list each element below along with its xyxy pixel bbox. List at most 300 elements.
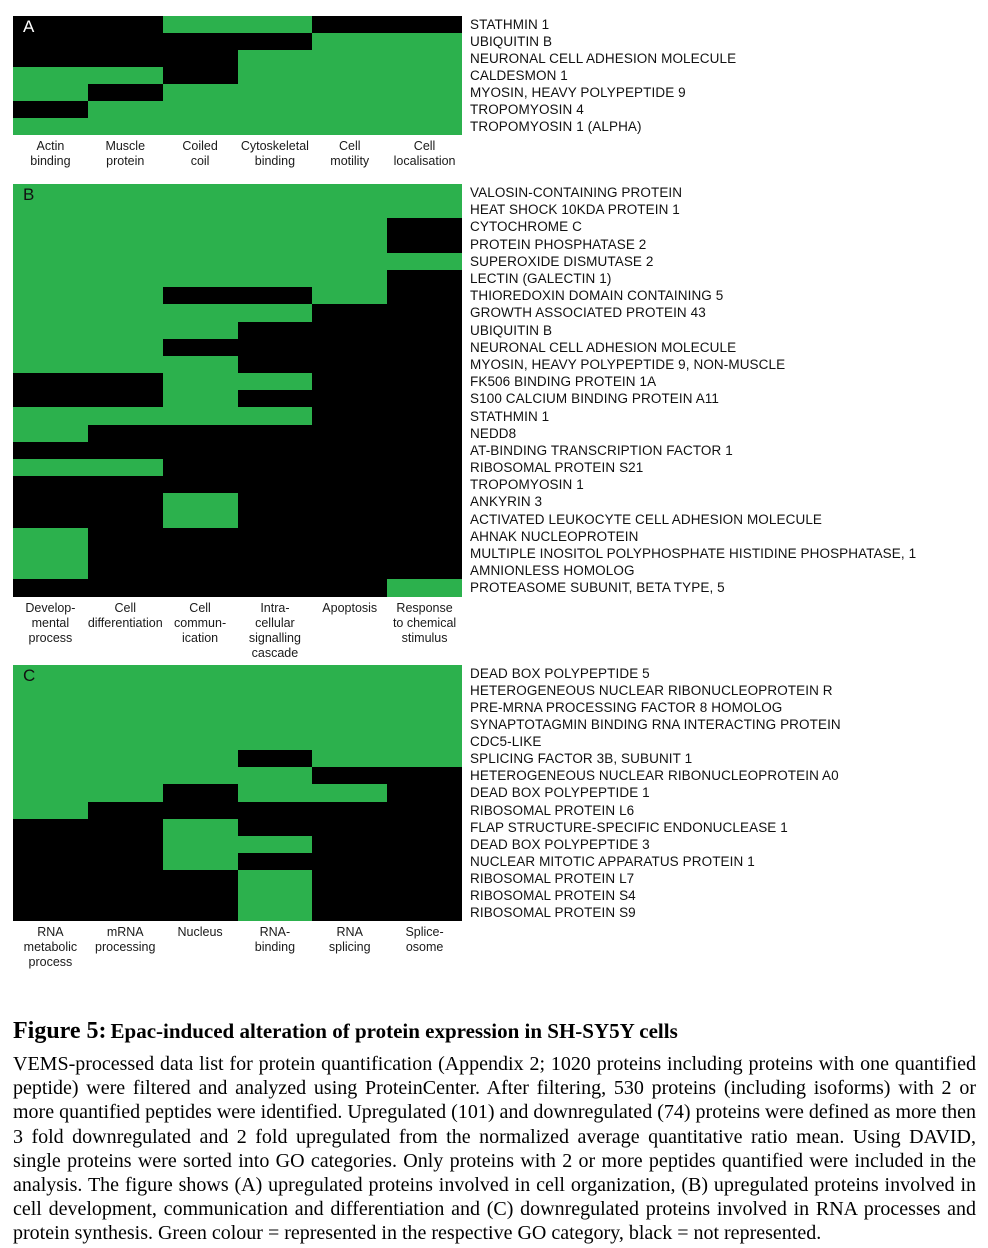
go-cell [312,733,387,750]
go-cell [163,16,238,33]
go-cell [13,407,88,424]
go-cell [238,528,313,545]
go-cell [387,84,462,101]
protein-list-item: NEURONAL CELL ADHESION MOLECULE [470,339,737,355]
protein-list-item: HETEROGENEOUS NUCLEAR RIBONUCLEOPROTEIN R [470,683,833,699]
go-cell [13,784,88,801]
go-cell [387,904,462,921]
go-cell [312,716,387,733]
protein-list-item: DEAD BOX POLYPEPTIDE 5 [470,666,650,682]
protein-list-item: PROTEIN PHOSPHATASE 2 [470,236,647,252]
go-cell [312,236,387,253]
go-cell [312,50,387,67]
panel-c-column-labels [13,921,462,970]
go-cell [88,562,163,579]
go-cell [238,870,313,887]
go-cell [387,853,462,870]
go-cell [387,802,462,819]
go-cell [238,904,313,921]
go-cell [13,767,88,784]
go-cell [88,67,163,84]
figure-caption-title [13,1018,976,1045]
go-cell [163,853,238,870]
go-cell [312,784,387,801]
go-cell [387,459,462,476]
go-cell [13,236,88,253]
protein-list-item: ANKYRIN 3 [470,494,543,510]
go-cell [312,699,387,716]
protein-list-item: STATHMIN 1 [470,408,550,424]
go-cell [88,836,163,853]
go-cell [238,562,313,579]
go-cell [312,579,387,596]
go-cell [13,390,88,407]
go-cell [88,767,163,784]
go-cell [238,750,313,767]
go-cell [88,390,163,407]
go-cell [88,699,163,716]
go-cell [88,407,163,424]
go-cell [88,101,163,118]
go-cell [163,699,238,716]
panel-a-protein-list [470,16,736,135]
column-label: Splice- osome [405,924,444,954]
go-cell [387,784,462,801]
go-cell [387,201,462,218]
go-cell [387,50,462,67]
go-cell [387,304,462,321]
go-cell [88,904,163,921]
go-cell [238,682,313,699]
panel-c-letter: C [23,666,36,685]
go-cell [163,476,238,493]
go-cell [88,528,163,545]
protein-list-item: HETEROGENEOUS NUCLEAR RIBONUCLEOPROTEIN A0 [470,768,839,784]
go-cell [312,545,387,562]
go-cell [88,184,163,201]
panel-b [0,184,988,661]
go-cell [387,184,462,201]
protein-list-item: AT-BINDING TRANSCRIPTION FACTOR 1 [470,442,733,458]
protein-list-item: THIOREDOXIN DOMAIN CONTAINING 5 [470,288,724,304]
go-cell [88,118,163,135]
go-cell [238,836,313,853]
go-cell [387,236,462,253]
go-cell [312,118,387,135]
panel-b-column-labels [13,597,462,661]
go-cell [88,322,163,339]
go-cell [88,784,163,801]
go-cell [163,390,238,407]
go-cell [163,528,238,545]
go-cell [387,819,462,836]
column-label: Coiled coil [182,139,218,168]
go-cell [238,853,313,870]
go-cell [88,425,163,442]
go-cell [387,716,462,733]
go-cell [238,253,313,270]
go-cell [312,373,387,390]
column-label: Nucleus [177,924,223,939]
go-cell [163,750,238,767]
go-cell [163,101,238,118]
panel-b-letter: B [23,185,35,204]
go-cell [238,50,313,67]
go-cell [312,836,387,853]
go-cell [13,270,88,287]
column-label: Cytoskeletal binding [240,139,309,168]
protein-list-item: RIBOSOMAL PROTEIN L6 [470,802,635,818]
go-cell [163,304,238,321]
go-cell [13,802,88,819]
go-cell [163,562,238,579]
go-cell [238,716,313,733]
go-cell [312,304,387,321]
go-cell [163,33,238,50]
go-cell [312,407,387,424]
protein-list-item: PRE-MRNA PROCESSING FACTOR 8 HOMOLOG [470,700,783,716]
go-cell [238,511,313,528]
protein-list-item: CDC5-LIKE [470,734,542,750]
go-cell [312,184,387,201]
column-label: Intra- cellular signalling cascade [248,600,301,660]
panel-c [0,665,988,970]
go-cell [13,101,88,118]
go-cell [312,562,387,579]
go-cell [387,750,462,767]
go-cell [163,545,238,562]
go-cell [312,201,387,218]
go-cell [163,904,238,921]
protein-list-item: MYOSIN, HEAVY POLYPEPTIDE 9, NON-MUSCLE [470,356,786,372]
go-cell [387,665,462,682]
go-cell [387,253,462,270]
go-cell [312,528,387,545]
go-cell [163,425,238,442]
go-cell [238,476,313,493]
protein-list-item: AHNAK NUCLEOPROTEIN [470,528,639,544]
go-cell [163,784,238,801]
go-cell [387,511,462,528]
go-cell [163,218,238,235]
figure-caption [13,1018,976,1246]
go-cell [238,545,313,562]
go-cell [387,562,462,579]
go-cell [163,716,238,733]
go-cell [88,545,163,562]
go-cell [387,101,462,118]
protein-list-item: MULTIPLE INOSITOL POLYPHOSPHATE HISTIDINE PHOSPHATASE, 1 [470,546,917,562]
go-cell [13,853,88,870]
protein-list-item: SPLICING FACTOR 3B, SUBUNIT 1 [470,751,693,767]
protein-list-item: NUCLEAR MITOTIC APPARATUS PROTEIN 1 [470,853,755,869]
go-cell [163,84,238,101]
go-cell [238,356,313,373]
go-cell [163,339,238,356]
go-cell [88,459,163,476]
go-cell [88,750,163,767]
go-cell [13,545,88,562]
go-cell [88,442,163,459]
go-cell [238,887,313,904]
protein-list-item: ACTIVATED LEUKOCYTE CELL ADHESION MOLECULE [470,511,823,527]
go-cell [387,887,462,904]
go-cell [88,682,163,699]
panel-a-column-labels [13,135,462,169]
go-cell [312,870,387,887]
go-cell [387,476,462,493]
go-cell [238,425,313,442]
protein-list-item: UBIQUITIN B [470,322,553,338]
column-label: Cell commun- ication [174,600,227,645]
column-label: mRNA processing [95,924,156,954]
go-cell [312,904,387,921]
go-cell [13,356,88,373]
go-cell [312,101,387,118]
go-cell [238,218,313,235]
column-label: Actin binding [30,139,71,168]
figure-caption-text: VEMS-processed data list for protein quantification (Appendix 2; 1020 proteins including proteins with one quantified peptide) were filtered and analyzed using ProteinCenter. After filtering, 530 proteins (including isoforms) with 2 or more quantified peptides were identified. Upregulated (101) and downregulated (74) proteins were defined as more then 3 fold downregulated and 2 fold upregulated from the normalized average quantitative ratio mean. Using DAVID, single proteins were sorted into GO categories. Only proteins with 2 or more peptides quantified were included in the analysis. The figure shows (A) upregulated proteins involved in cell organization, (B) upregulated proteins involved in cell development, communication and differentiation and (C) downregulated proteins involved in RNA processes and protein synthesis. Green colour = represented in the respective GO category, black = not represented. [13,1053,976,1245]
go-cell [387,442,462,459]
go-cell [163,682,238,699]
panel-b-heatmap [13,184,462,597]
go-cell [13,716,88,733]
figure-number: Figure 5: [13,1018,107,1044]
go-cell [312,84,387,101]
go-cell [88,476,163,493]
go-cell [238,33,313,50]
go-cell [238,184,313,201]
go-cell [13,870,88,887]
go-cell [88,253,163,270]
go-cell [13,733,88,750]
go-cell [13,699,88,716]
go-cell [88,802,163,819]
go-cell [163,733,238,750]
go-cell [387,733,462,750]
go-cell [238,442,313,459]
go-cell [312,356,387,373]
protein-list-item: PROTEASOME SUBUNIT, BETA TYPE, 5 [470,580,725,596]
go-cell [13,304,88,321]
go-cell [312,339,387,356]
go-cell [88,665,163,682]
column-label: RNA splicing [328,924,371,954]
panel-a-letter: A [23,17,35,36]
protein-list-item: VALOSIN-CONTAINING PROTEIN [470,185,683,201]
go-cell [88,33,163,50]
go-cell [312,33,387,50]
go-cell [88,201,163,218]
go-cell [238,493,313,510]
go-cell [238,270,313,287]
go-cell [88,373,163,390]
panel-a-heatmap [13,16,462,135]
go-cell [312,253,387,270]
go-cell [387,322,462,339]
protein-list-item: UBIQUITIN B [470,34,553,49]
go-cell [13,287,88,304]
go-cell [312,270,387,287]
protein-list-item: CALDESMON 1 [470,68,568,83]
go-cell [88,853,163,870]
column-label: RNA- binding [254,924,296,954]
go-cell [238,665,313,682]
protein-list-item: AMNIONLESS HOMOLOG [470,563,635,579]
protein-list-item: MYOSIN, HEAVY POLYPEPTIDE 9 [470,85,686,100]
go-cell [387,407,462,424]
go-cell [312,750,387,767]
go-cell [88,339,163,356]
protein-list-item: RIBOSOMAL PROTEIN S21 [470,460,644,476]
protein-list-item: STATHMIN 1 [470,17,550,32]
protein-list-item: LECTIN (GALECTIN 1) [470,271,612,287]
panel-a [0,16,988,169]
go-cell [88,733,163,750]
column-label: Response to chemical stimulus [392,600,457,645]
go-cell [88,870,163,887]
go-cell [312,390,387,407]
go-cell [88,819,163,836]
go-cell [238,236,313,253]
go-cell [13,836,88,853]
go-cell [238,699,313,716]
go-cell [13,887,88,904]
go-cell [163,511,238,528]
go-cell [238,16,313,33]
go-cell [238,407,313,424]
go-cell [238,802,313,819]
go-cell [163,356,238,373]
go-cell [163,50,238,67]
go-cell [387,33,462,50]
go-cell [387,870,462,887]
go-cell [238,784,313,801]
panel-b-protein-list [470,184,916,597]
go-cell [88,50,163,67]
go-cell [163,201,238,218]
go-cell [312,287,387,304]
go-cell [312,459,387,476]
go-cell [13,425,88,442]
go-cell [312,476,387,493]
go-cell [88,218,163,235]
column-label: Cell localisation [393,139,456,168]
go-cell [163,407,238,424]
column-label: Develop- mental process [25,600,76,645]
go-cell [238,767,313,784]
protein-list-item: CYTOCHROME C [470,219,582,235]
go-cell [88,716,163,733]
go-cell [238,201,313,218]
go-cell [387,528,462,545]
go-cell [238,459,313,476]
go-cell [13,493,88,510]
go-cell [163,322,238,339]
go-cell [312,682,387,699]
go-cell [387,545,462,562]
go-cell [13,118,88,135]
go-cell [387,339,462,356]
go-cell [387,373,462,390]
go-cell [163,270,238,287]
go-cell [238,304,313,321]
go-cell [13,528,88,545]
go-cell [163,836,238,853]
go-cell [13,67,88,84]
go-cell [163,442,238,459]
panel-c-heatmap [13,665,462,921]
go-cell [312,425,387,442]
go-cell [238,67,313,84]
go-cell [13,339,88,356]
go-cell [13,50,88,67]
go-cell [312,819,387,836]
protein-list-item: NEDD8 [470,425,517,441]
protein-list-item: NEURONAL CELL ADHESION MOLECULE [470,51,737,66]
go-cell [88,511,163,528]
go-cell [163,287,238,304]
go-cell [387,287,462,304]
go-cell [312,442,387,459]
go-cell [88,84,163,101]
go-cell [13,253,88,270]
go-cell [312,218,387,235]
protein-list-item: GROWTH ASSOCIATED PROTEIN 43 [470,305,706,321]
go-cell [312,887,387,904]
protein-list-item: RIBOSOMAL PROTEIN S4 [470,887,636,903]
go-cell [13,904,88,921]
go-cell [312,322,387,339]
go-cell [238,322,313,339]
go-cell [88,304,163,321]
go-cell [163,236,238,253]
go-cell [13,84,88,101]
column-label: Muscle protein [105,139,146,168]
go-cell [13,218,88,235]
figure-title: Epac-induced alteration of protein expression in SH-SY5Y cells [110,1019,678,1043]
go-cell [163,373,238,390]
go-cell [387,699,462,716]
go-cell [13,476,88,493]
go-cell [312,67,387,84]
go-cell [163,67,238,84]
go-cell [387,579,462,596]
go-cell [387,16,462,33]
column-label: Cell differentiation [87,600,163,630]
go-cell [163,253,238,270]
go-cell [163,802,238,819]
go-cell [238,84,313,101]
go-cell [88,493,163,510]
go-cell [13,373,88,390]
go-cell [238,373,313,390]
go-cell [88,887,163,904]
go-cell [88,236,163,253]
go-cell [312,853,387,870]
go-cell [13,579,88,596]
column-label: RNA metabolic process [23,924,78,969]
go-cell [238,339,313,356]
protein-list-item: DEAD BOX POLYPEPTIDE 1 [470,785,650,801]
column-label: Apoptosis [322,600,378,615]
go-cell [387,425,462,442]
go-cell [387,493,462,510]
go-cell [88,287,163,304]
protein-list-item: SYNAPTOTAGMIN BINDING RNA INTERACTING PROTEIN [470,717,841,733]
go-cell [163,184,238,201]
go-cell [163,459,238,476]
